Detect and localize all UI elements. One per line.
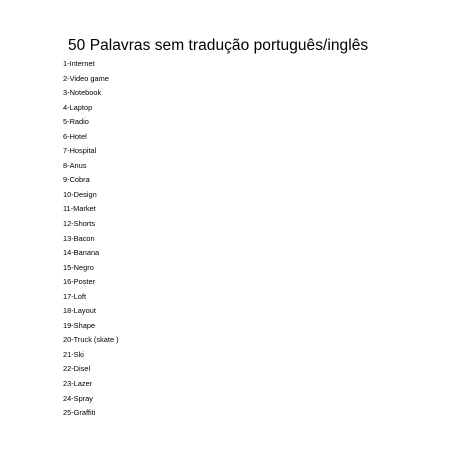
list-item: 19-Shape [63,320,96,330]
list-item: 4-Laptop [63,102,93,112]
list-item: 9-Cobra [63,175,90,185]
list-item: 15-Negro [63,262,94,272]
list-item: 6-Hotel [63,131,87,141]
list-item: 17-Loft [63,291,87,301]
list-item: 12-Shorts [63,219,96,229]
list-item: 22-Disel [63,364,91,374]
list-item: 13-Bacon [63,233,95,243]
list-item: 8-Anus [63,160,87,170]
list-item: 11-Market [63,204,96,214]
document-title: 50 Palavras sem tradução português/inglês [68,37,369,54]
list-item: 7-Hospital [63,146,97,156]
list-item: 16-Poster [63,277,96,287]
word-list [63,57,119,421]
list-item: 2-Video game [63,73,109,83]
list-item: 1-Internet [63,59,95,68]
list-item: 10-Design [63,189,97,199]
list-item: 20-Truck (skate ) [63,335,119,345]
list-item: 14-Banana [63,248,100,258]
list-item: 25-Graffiti [63,408,96,418]
list-item: 23-Lazer [63,379,93,389]
list-item: 18-Layout [63,306,96,316]
list-item: 3-Notebook [63,88,102,98]
list-item: 24-Spray [63,393,93,403]
list-item: 21-Ski [63,349,84,359]
list-item: 5-Radio [63,117,89,127]
